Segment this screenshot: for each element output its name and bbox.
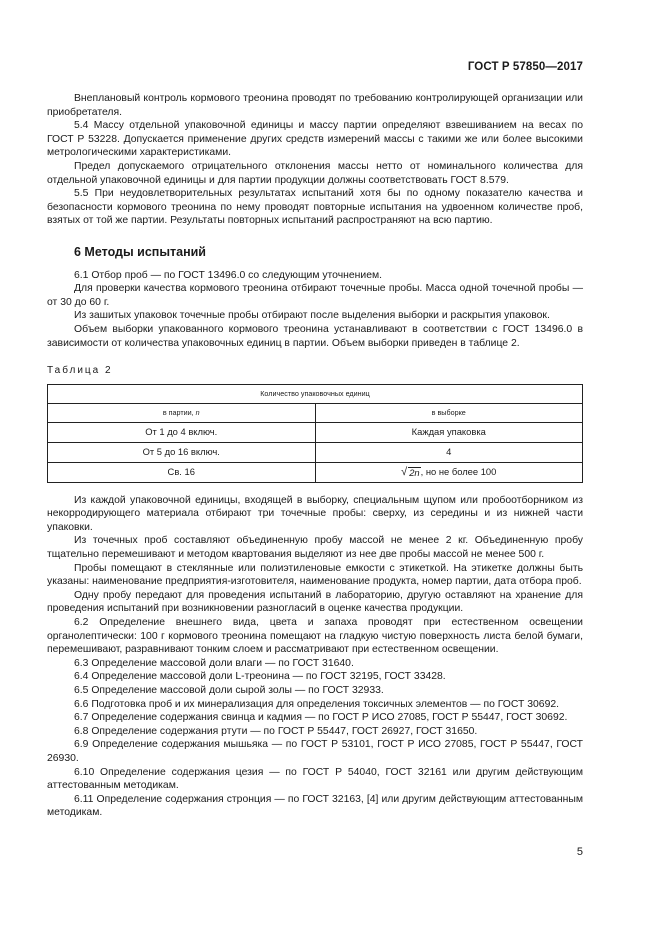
paragraph: Одну пробу передают для проведения испытаний в лабораторию, другую оставляют на хранение для проведения испытаний при возникновении разногласий в оценке качества продукции. bbox=[47, 589, 583, 615]
paragraph: Из каждой упаковочной единицы, входящей в выборку, специальным щупом или пробоотборником из некорродирующего материала отбирают три точечные пробы: сверху, из середины и из нижней части упаковки. bbox=[47, 494, 583, 533]
paragraph: 5.5 При неудовлетворительных результатах испытаний хотя бы по одному показателю качества и безопасности кормового треонина по нему проводят повторные испытания на удвоенном количестве проб, взятых от той же партии. Результаты повторных испытаний распространяют на всю партию. bbox=[47, 188, 583, 227]
paragraph: Для проверки качества кормового треонина отбирают точечные пробы. Масса одной точечной пробы — от 30 до 60 г. bbox=[47, 283, 583, 308]
paragraph: 6.7 Определение содержания свинца и кадмия — по ГОСТ Р ИСО 27085, ГОСТ Р 55447, ГОСТ 30692. bbox=[74, 712, 568, 724]
table-row bbox=[48, 422, 583, 442]
paragraph: Предел допускаемого отрицательного отклонения массы нетто от номинального количества для отдельной упаковочной единицы и для партии продукции должны соответствовать ГОСТ 8.579. bbox=[47, 160, 583, 186]
page-number: 5 bbox=[576, 846, 583, 858]
table-subheader-row bbox=[48, 403, 583, 422]
paragraph: 6.1 Отбор проб — по ГОСТ 13496.0 со следующим уточнением. bbox=[74, 269, 383, 281]
sqrt-formula bbox=[401, 467, 420, 478]
table-cell: Св. 16 bbox=[48, 462, 316, 482]
paragraph: Из точечных проб составляют объединенную пробу массой не менее 2 кг. Объединенную пробу тщательно перемешивают и методом квартования выделяют из нее две пробы массой не менее 500 г. bbox=[47, 535, 583, 561]
table-cell: От 5 до 16 включ. bbox=[48, 442, 316, 462]
table-subheader-cell: в выборке bbox=[315, 403, 583, 422]
section-title: 6 Методы испытаний bbox=[74, 244, 206, 259]
table-subheader-label: в партии, bbox=[162, 407, 196, 417]
paragraph: 6.9 Определение содержания мышьяка — по ГОСТ Р 53101, ГОСТ Р ИСО 27085, ГОСТ Р 55447, ГОСТ 26930. bbox=[47, 739, 583, 764]
document-code-header: ГОСТ Р 57850—2017 bbox=[467, 61, 583, 73]
document-body bbox=[47, 92, 583, 820]
table-cell bbox=[315, 462, 583, 482]
paragraph: Пробы помещают в стеклянные или полиэтиленовые емкости с этикеткой. На этикетке должны быть указаны: наименование предприятия-изготовителя, наименование продукта, номер партии, дата отбора проб. bbox=[47, 562, 583, 588]
table-cell: Каждая упаковка bbox=[315, 422, 583, 442]
paragraph: 6.11 Определение содержания стронция — по ГОСТ 32163, [4] или другим действующим аттестованным методикам. bbox=[47, 793, 583, 819]
paragraph: Из зашитых упаковок точечные пробы отбирают после выделения выборки и раскрытия упаковок. bbox=[74, 310, 550, 322]
paragraph: 6.6 Подготовка проб и их минерализация для определения токсичных элементов — по ГОСТ 30692. bbox=[74, 698, 560, 710]
paragraph: 6.3 Определение массовой доли влаги — по ГОСТ 31640. bbox=[74, 657, 354, 669]
paragraph: 6.2 Определение внешнего вида, цвета и запаха проводят при естественном освещении органолептически: 100 г кормового треонина помещают на гладкую чистую поверхность листа белой бумаги, перемешивают, разравнивают тонким слоем и рассматривают при естественном освещении. bbox=[47, 617, 583, 656]
table-cell: 4 bbox=[315, 442, 583, 462]
table-subheader-cell bbox=[48, 403, 316, 422]
table-subheader-variable: n bbox=[195, 407, 200, 417]
sample-size-table bbox=[47, 384, 583, 483]
paragraph: 6.10 Определение содержания цезия — по ГОСТ Р 54040, ГОСТ 32161 или другим действующим аттестованным методикам. bbox=[47, 766, 583, 792]
paragraph: 6.8 Определение содержания ртути — по ГОСТ Р 55447, ГОСТ 26927, ГОСТ 31650. bbox=[74, 725, 478, 737]
table-row bbox=[48, 462, 583, 482]
paragraph: Объем выборки упакованного кормового треонина устанавливают в соответствии с ГОСТ 13496.0 в зависимости от количества упаковочных единиц в партии. Объем выборки приведен в таблице 2. bbox=[47, 323, 583, 349]
table-cell-suffix: , но не более 100 bbox=[420, 466, 497, 478]
sqrt-symbol: √ bbox=[401, 466, 408, 479]
paragraph: Внеплановый контроль кормового треонина проводят по требованию контролирующей организации или приобретателя. bbox=[47, 93, 583, 118]
paragraph: 5.4 Массу отдельной упаковочной единицы и массу партии определяют взвешиванием на весах по ГОСТ Р 53228. Допускается применение других средств измерений массы с такими же или более высокими метрологическими характеристиками. bbox=[47, 120, 583, 159]
table-cell: От 1 до 4 включ. bbox=[48, 422, 316, 442]
table-header-row bbox=[48, 384, 583, 403]
table-row bbox=[48, 442, 583, 462]
paragraph: 6.4 Определение массовой доли L-треонина — по ГОСТ 32195, ГОСТ 33428. bbox=[74, 671, 446, 683]
paragraph: 6.5 Определение массовой доли сырой золы — по ГОСТ 32933. bbox=[74, 685, 384, 696]
table-caption: Таблица 2 bbox=[47, 365, 113, 377]
table-header-cell: Количество упаковочных единиц bbox=[48, 384, 583, 403]
sqrt-radicand: 2n bbox=[409, 466, 420, 478]
